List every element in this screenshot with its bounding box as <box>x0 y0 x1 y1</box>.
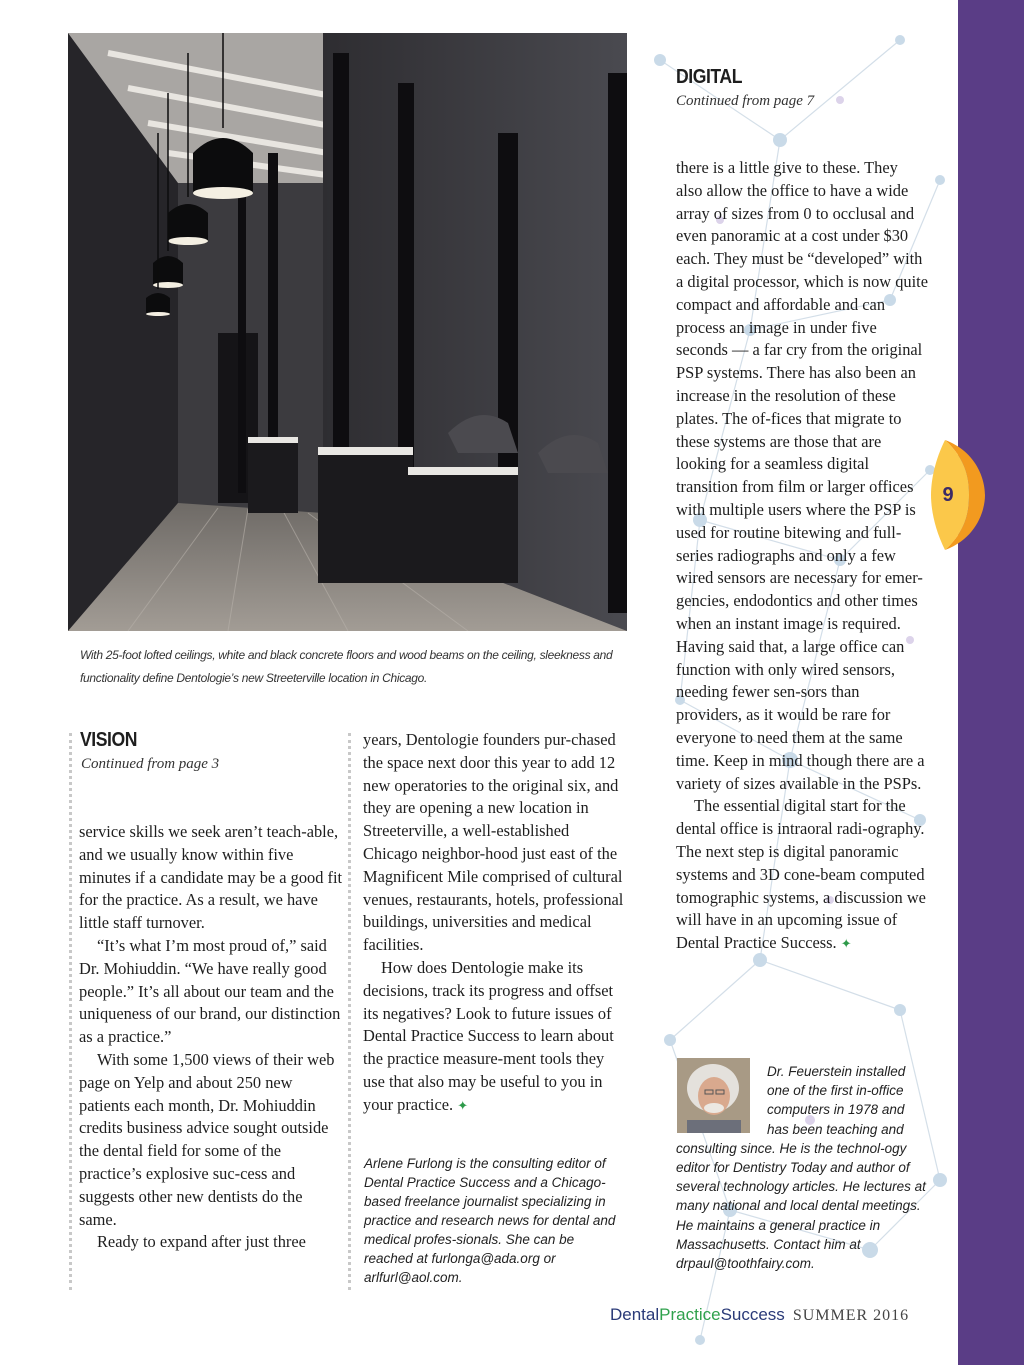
vision-col1-paragraph: “It’s what I’m most proud of,” said Dr. Mohiuddin. “We have really good people.” It’s all about our team and the uniqueness of our brand, our distinction as a practice.” <box>79 935 341 1047</box>
digital-column <box>676 157 928 956</box>
digital-paragraph: The essential digital start for the dental office is intraoral radi-ography. The next step is digital panoramic systems and 3D cone-beam computed tomographic systems, a discussion we will have in an upcoming issue of Dental Practice Success. <box>676 796 926 953</box>
footer-brand-practice: Practice <box>659 1305 721 1324</box>
vision-column-2 <box>363 729 625 1118</box>
vision-author-bio: Arlene Furlong is the consulting editor of Dental Practice Success and a Chicago-based freelance journalist specializing in practice and research news for dental and medical profes-sionals. She can be reached at furlonga@ada.org or arlfurl@aol.com. <box>364 1156 616 1285</box>
vision-col1-paragraph: service skills we seek aren’t teach-able, and we usually know within five minutes if a candidate may be a good fit for the practice. As a result, we have little staff turnover. <box>79 822 343 933</box>
vision-section-title: VISION <box>80 729 138 751</box>
digital-author-bio-text: Dr. Feuerstein installed one of the first in-office computers in 1978 and has been teaching and consulting since. He is the technol-ogy editor for Dentistry Today and author of several technology articles. He lectures at many national and local dental meetings. He maintains a general practice in Massachusetts. Contact him at drpaul@toothfairy.com. <box>676 1064 926 1272</box>
digital-paragraph: there is a little give to these. They also allow the office to have a wide array of sizes from 0 to occlusal and even panoramic at a cost under $30 each. They must be “developed” with a digital processor, which is now quite compact and affordable and can process an image in under five seconds — a far cry from the original PSP systems. There has also been an increase in the resolution of these plates. The of-fices that migrate to these systems are those that are looking for a seamless digital transition from film or larger offices with multiple users where the PSP is used for routine bitewing and full-series radiographs and only a few wired sensors are necessary for emer-gencies, endodontics and other times when an instant image is required. Having said that, a large office can function with only wired sensors, needing fewer sen-sors than providers, as it would be rare for everyone to need them at the same time. Keep in mind though there are a variety of sizes available in the PSPs. <box>676 158 928 793</box>
digital-section-title: DIGITAL <box>676 66 743 88</box>
footer-brand-dental: Dental <box>610 1305 660 1324</box>
footer-issue: SUMMER 2016 <box>792 1307 910 1324</box>
purple-sidebar <box>958 0 1024 1365</box>
digital-author-bio <box>676 1062 926 1273</box>
vision-col2-paragraph: How does Dentologie make its decisions, track its progress and offset its negatives? Look to future issues of Dental Practice Success to learn about the practice measure-ment tools they use that also may be useful to you in your practice. <box>363 957 614 1114</box>
office-interior-photo <box>68 33 627 631</box>
page-footer <box>610 1305 909 1325</box>
photo-caption: With 25-foot lofted ceilings, white and black concrete floors and wood beams on the ceiling, sleekness and functionality define Dentologie’s new Streeterville location in Chicago. <box>80 648 613 685</box>
footer-brand-success: Success <box>720 1305 785 1324</box>
end-mark-icon: ✦ <box>457 1097 469 1113</box>
vision-column-1 <box>79 821 343 1254</box>
vision-continued-from: Continued from page 3 <box>81 756 220 772</box>
page-number: 9 <box>942 484 954 506</box>
column-divider <box>348 733 351 1290</box>
vision-col1-paragraph: Ready to expand after just three <box>97 1232 306 1252</box>
digital-continued-from: Continued from page 7 <box>676 93 815 109</box>
vision-col1-paragraph: With some 1,500 views of their web page on Yelp and about 250 new patients each month, Dr. Mohiuddin credits business advice sought outside the dental field for some of the practice’s explosive suc-cess and suggests other new dentists do the same. <box>79 1049 335 1229</box>
vision-col2-paragraph: years, Dentologie founders pur-chased the space next door this year to add 12 new operatories to the original six, and they are opening a new location in Streeterville, a well-established Chicago neighbor-hood just east of the Magnificent Mile comprised of cultural venues, restaurants, hotels, professional buildings, universities and medical facilities. <box>363 730 624 955</box>
column-divider <box>69 733 72 1290</box>
portrait-spacer <box>676 1062 767 1136</box>
end-mark-icon: ✦ <box>840 936 852 952</box>
